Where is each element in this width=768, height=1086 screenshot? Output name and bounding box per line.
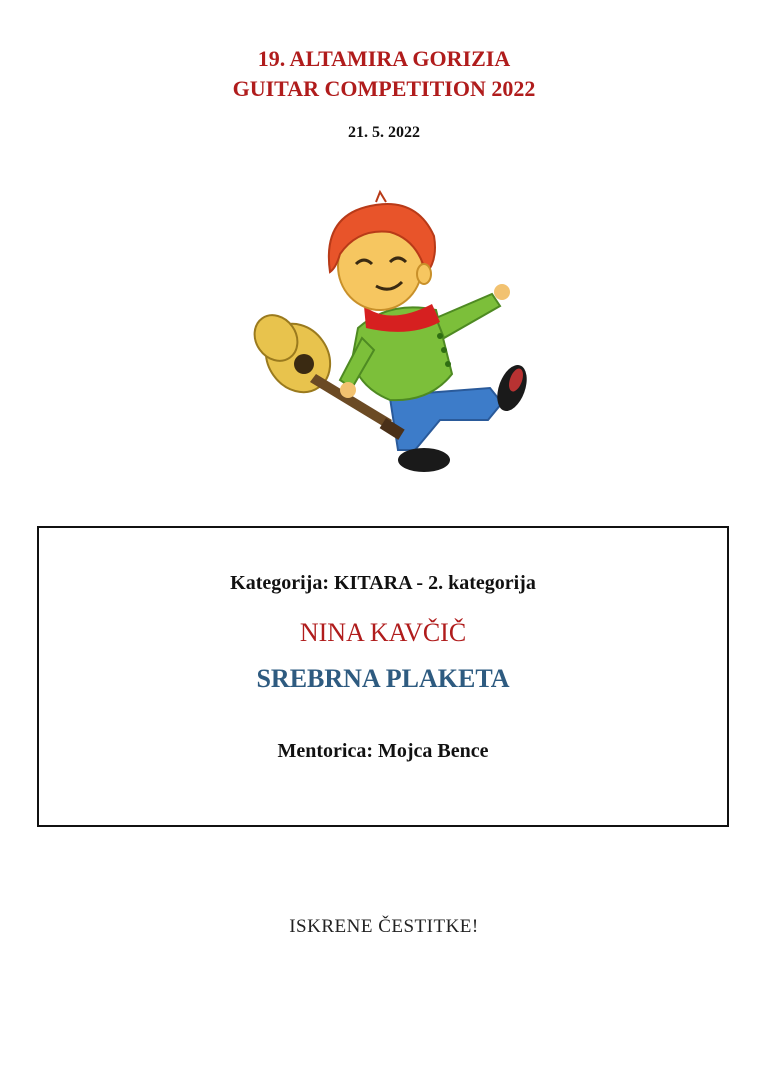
competition-date: 21. 5. 2022 bbox=[348, 124, 420, 141]
mentor-label: Mentorica: Mojca Bence bbox=[277, 740, 489, 762]
prize-label: SREBRNA PLAKETA bbox=[256, 664, 510, 693]
competition-title-line2: GUITAR COMPETITION 2022 bbox=[232, 76, 536, 101]
congratulations-text: ISKRENE ČESTITKE! bbox=[289, 916, 479, 937]
boy-with-guitar-illustration bbox=[240, 188, 540, 488]
competition-title-line1: 19. ALTAMIRA GORIZIA bbox=[257, 46, 511, 71]
award-box bbox=[37, 526, 729, 827]
winner-name: NINA KAVČIČ bbox=[299, 618, 467, 647]
category-label: Kategorija: KITARA - 2. kategorija bbox=[230, 572, 536, 594]
